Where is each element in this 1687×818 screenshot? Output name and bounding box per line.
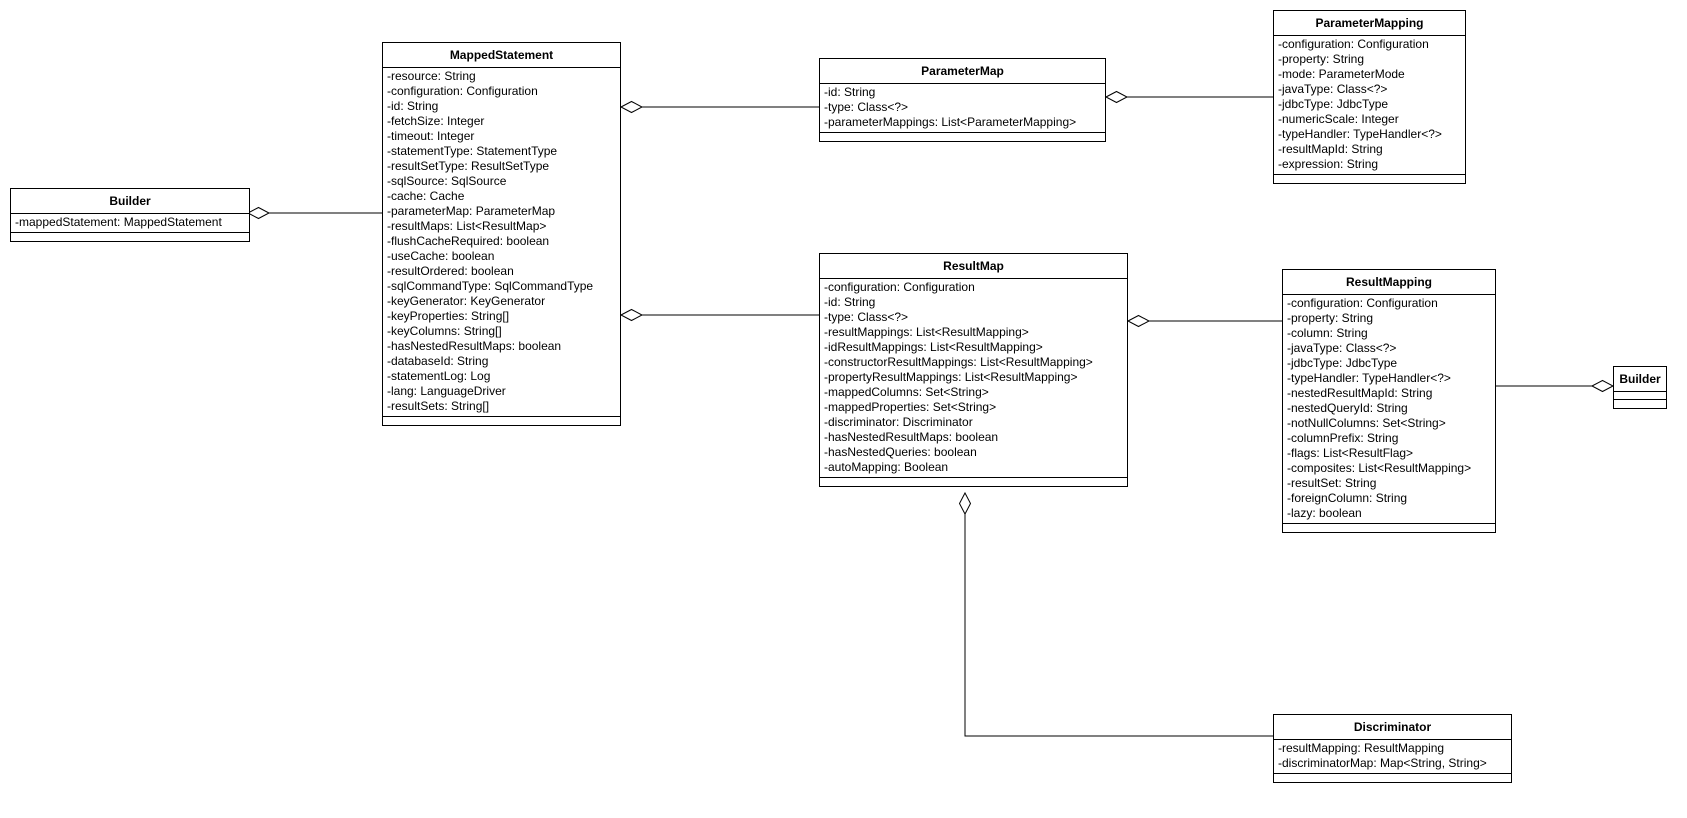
class-attribute: -sqlCommandType: SqlCommandType	[387, 279, 594, 293]
aggregation-resultmap-discriminator	[960, 493, 1274, 736]
aggregation-diamond	[960, 493, 971, 514]
class-parameter-map[interactable]	[819, 58, 1106, 142]
class-attribute: -configuration: Configuration	[1287, 296, 1438, 310]
class-parameter-mapping[interactable]	[1273, 10, 1466, 184]
aggregation-resultmap-resultmapping	[1128, 316, 1282, 327]
class-attribute: -autoMapping: Boolean	[824, 460, 949, 474]
class-result-map[interactable]	[819, 253, 1128, 487]
class-attribute: -resultMappings: List<ResultMapping>	[824, 325, 1029, 339]
aggregation-mappedstatement-resultmap	[621, 310, 819, 321]
class-attribute: -statementType: StatementType	[387, 144, 558, 158]
class-attribute: -numericScale: Integer	[1278, 112, 1399, 126]
class-name: Builder	[1614, 367, 1666, 392]
attribute-compartment	[1274, 740, 1511, 774]
aggregation-diamond	[621, 102, 642, 113]
class-attribute: -id: String	[387, 99, 439, 113]
aggregation-diamond	[248, 208, 269, 219]
attribute-compartment	[11, 214, 249, 233]
class-attribute: -typeHandler: TypeHandler<?>	[1278, 127, 1442, 141]
aggregation-diamond	[1106, 92, 1127, 103]
class-attribute: -configuration: Configuration	[824, 280, 975, 294]
class-attribute: -databaseId: String	[387, 354, 489, 368]
attribute-compartment	[820, 279, 1127, 478]
class-attribute: -lazy: boolean	[1287, 506, 1362, 520]
operation-compartment	[1274, 175, 1465, 183]
class-attribute: -parameterMap: ParameterMap	[387, 204, 556, 218]
class-attribute: -nestedQueryId: String	[1287, 401, 1408, 415]
class-attribute: -type: Class<?>	[824, 310, 909, 324]
operation-compartment	[820, 133, 1105, 141]
class-attribute: -constructorResultMappings: List<ResultMapping>	[824, 355, 1093, 369]
class-attribute: -configuration: Configuration	[1278, 37, 1429, 51]
operation-compartment	[820, 478, 1127, 486]
aggregation-diamond	[1592, 381, 1613, 392]
class-attribute: -resultSet: String	[1287, 476, 1377, 490]
operation-compartment	[11, 233, 249, 241]
operation-compartment	[1274, 774, 1511, 782]
class-attribute: -mode: ParameterMode	[1278, 67, 1405, 81]
attribute-compartment	[820, 84, 1105, 133]
class-attribute: -composites: List<ResultMapping>	[1287, 461, 1472, 475]
class-attribute: -typeHandler: TypeHandler<?>	[1287, 371, 1451, 385]
class-attribute: -propertyResultMappings: List<ResultMapping>	[824, 370, 1078, 384]
class-attribute: -column: String	[1287, 326, 1368, 340]
class-attribute: -cache: Cache	[387, 189, 465, 203]
class-attribute: -lang: LanguageDriver	[387, 384, 506, 398]
class-attribute: -parameterMappings: List<ParameterMapping>	[824, 115, 1077, 129]
class-builder-right[interactable]	[1613, 366, 1667, 409]
class-attribute: -expression: String	[1278, 157, 1379, 171]
class-result-mapping[interactable]	[1282, 269, 1496, 533]
class-attribute: -mappedColumns: Set<String>	[824, 385, 989, 399]
class-attribute: -discriminatorMap: Map<String, String>	[1278, 756, 1487, 770]
aggregation-diamond	[621, 310, 642, 321]
class-attribute: -hasNestedQueries: boolean	[824, 445, 977, 459]
operation-compartment	[1283, 524, 1495, 532]
attribute-compartment	[1283, 295, 1495, 524]
class-name: MappedStatement	[383, 43, 620, 68]
class-attribute: -hasNestedResultMaps: boolean	[387, 339, 562, 353]
class-attribute: -hasNestedResultMaps: boolean	[824, 430, 999, 444]
class-builder-left[interactable]	[10, 188, 250, 242]
class-attribute: -notNullColumns: Set<String>	[1287, 416, 1446, 430]
class-name: ResultMap	[820, 254, 1127, 279]
class-attribute: -id: String	[824, 85, 876, 99]
class-mapped-statement[interactable]	[382, 42, 621, 426]
aggregation-mappedstatement-builder	[248, 208, 382, 219]
class-attribute: -fetchSize: Integer	[387, 114, 485, 128]
class-attribute: -statementLog: Log	[387, 369, 491, 383]
class-attribute: -resultMaps: List<ResultMap>	[387, 219, 547, 233]
class-name: Discriminator	[1274, 715, 1511, 740]
class-attribute: -idResultMappings: List<ResultMapping>	[824, 340, 1043, 354]
class-attribute: -resultSetType: ResultSetType	[387, 159, 550, 173]
class-attribute: -resource: String	[387, 69, 476, 83]
attribute-compartment	[1614, 392, 1666, 400]
class-attribute: -javaType: Class<?>	[1287, 341, 1397, 355]
aggregation-mappedstatement-parametermap	[621, 102, 819, 113]
class-attribute: -resultSets: String[]	[387, 399, 490, 413]
aggregation-diamond	[1128, 316, 1149, 327]
class-attribute: -discriminator: Discriminator	[824, 415, 973, 429]
class-attribute: -configuration: Configuration	[387, 84, 538, 98]
class-attribute: -nestedResultMapId: String	[1287, 386, 1433, 400]
class-name: ResultMapping	[1283, 270, 1495, 295]
attribute-compartment	[1274, 36, 1465, 175]
class-attribute: -flushCacheRequired: boolean	[387, 234, 550, 248]
aggregation-parametermap-parametermapping	[1106, 92, 1273, 103]
class-attribute: -resultOrdered: boolean	[387, 264, 514, 278]
class-attribute: -jdbcType: JdbcType	[1278, 97, 1389, 111]
class-attribute: -foreignColumn: String	[1287, 491, 1408, 505]
class-attribute: -javaType: Class<?>	[1278, 82, 1388, 96]
operation-compartment	[1614, 400, 1666, 408]
class-attribute: -property: String	[1278, 52, 1365, 66]
operation-compartment	[383, 417, 620, 425]
class-attribute: -type: Class<?>	[824, 100, 909, 114]
class-name: ParameterMapping	[1274, 11, 1465, 36]
class-attribute: -timeout: Integer	[387, 129, 475, 143]
aggregation-builder-resultmapping	[1496, 381, 1613, 392]
class-attribute: -id: String	[824, 295, 876, 309]
class-attribute: -property: String	[1287, 311, 1374, 325]
class-attribute: -sqlSource: SqlSource	[387, 174, 507, 188]
class-name: Builder	[11, 189, 249, 214]
class-name: ParameterMap	[820, 59, 1105, 84]
class-attribute: -mappedStatement: MappedStatement	[15, 215, 222, 229]
class-attribute: -jdbcType: JdbcType	[1287, 356, 1398, 370]
class-attribute: -keyGenerator: KeyGenerator	[387, 294, 546, 308]
attribute-compartment	[383, 68, 620, 417]
class-attribute: -keyProperties: String[]	[387, 309, 510, 323]
class-attribute: -flags: List<ResultFlag>	[1287, 446, 1414, 460]
class-attribute: -resultMapId: String	[1278, 142, 1383, 156]
class-attribute: -keyColumns: String[]	[387, 324, 502, 338]
class-attribute: -mappedProperties: Set<String>	[824, 400, 997, 414]
class-attribute: -resultMapping: ResultMapping	[1278, 741, 1445, 755]
class-attribute: -useCache: boolean	[387, 249, 495, 263]
class-attribute: -columnPrefix: String	[1287, 431, 1399, 445]
class-discriminator[interactable]	[1273, 714, 1512, 783]
